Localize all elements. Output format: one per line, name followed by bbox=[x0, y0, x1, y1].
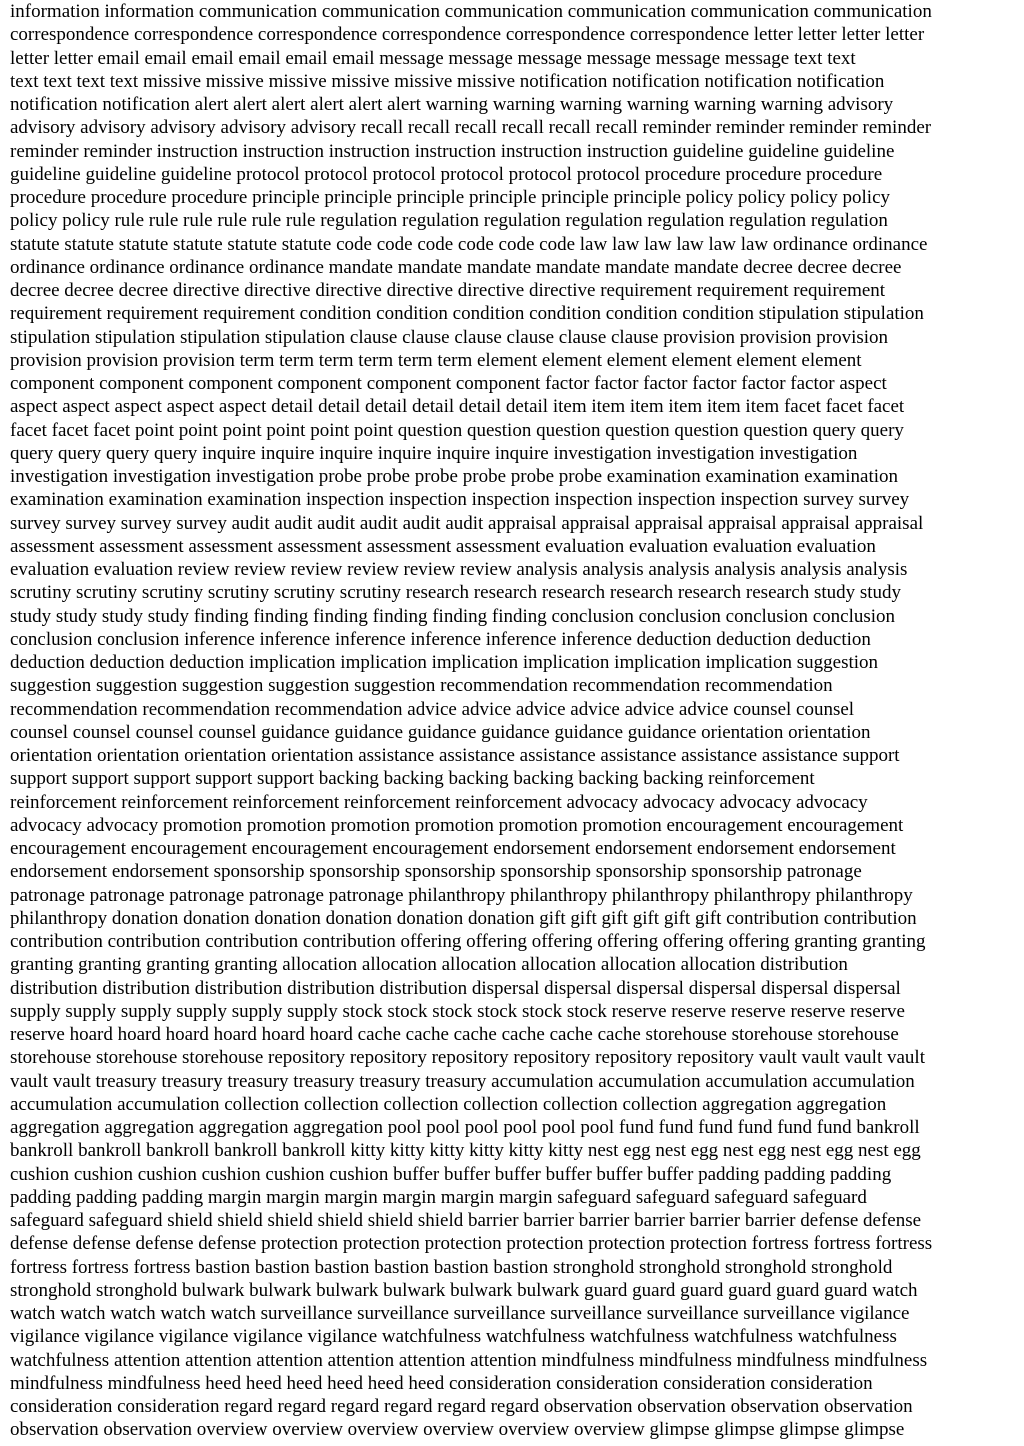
text-line: reminder reminder instruction instruction instruction instruction instruction instruction guideline guideline guideline bbox=[10, 140, 895, 162]
text-line: deduction deduction deduction implication implication implication implication implication implication suggestion bbox=[10, 652, 879, 673]
text-line: guideline guideline guideline protocol protocol protocol protocol protocol protocol procedure procedure procedure bbox=[10, 163, 883, 185]
text-line: query query query query inquire inquire inquire inquire inquire inquire investigation investigation investigation bbox=[10, 442, 858, 464]
text-line: stronghold stronghold bulwark bulwark bulwark bulwark bulwark bulwark guard guard guard guard guard guard watch bbox=[10, 1279, 918, 1301]
text-line: vigilance vigilance vigilance vigilance vigilance watchfulness watchfulness watchfulness watchfulness watchfulness bbox=[10, 1326, 897, 1348]
text-line: procedure procedure procedure principle principle principle principle principle principle policy policy policy policy bbox=[10, 187, 891, 208]
text-line: notification notification alert alert alert alert alert alert warning warning warning warning warning warning advisory bbox=[10, 94, 894, 115]
text-line: consideration consideration regard regard regard regard regard regard observation observation observation observation bbox=[10, 1396, 913, 1417]
text-line: ordinance ordinance ordinance ordinance mandate mandate mandate mandate mandate mandate decree decree decree bbox=[10, 256, 902, 278]
text-line: granting granting granting granting allocation allocation allocation allocation allocation allocation distribution bbox=[10, 954, 848, 976]
text-line: facet facet facet point point point point point point question question question question question question query query bbox=[10, 419, 904, 441]
text-line: text text text text missive missive missive missive missive missive notification notification notification notification bbox=[10, 70, 885, 92]
text-line: recommendation recommendation recommendation advice advice advice advice advice advice counsel counsel bbox=[10, 698, 855, 720]
text-line: aggregation aggregation aggregation aggregation pool pool pool pool pool pool fund fund fund fund fund fund bankroll bbox=[10, 1117, 920, 1138]
text-line: support support support support support backing backing backing backing backing backing reinforcement bbox=[10, 768, 815, 790]
text-line: statute statute statute statute statute statute code code code code code code law law law law law law ordinance ordinance bbox=[10, 233, 928, 255]
text-line: watch watch watch watch watch surveillance surveillance surveillance surveillance surveillance surveillance vigilance bbox=[10, 1303, 910, 1324]
document-page bbox=[10, 0, 1014, 1446]
text-line: distribution distribution distribution distribution distribution dispersal dispersal dispersal dispersal dispersal dispersal bbox=[10, 977, 901, 999]
text-line: orientation orientation orientation orientation assistance assistance assistance assistance assistance assistance support bbox=[10, 745, 900, 766]
text-line: study study study study finding finding finding finding finding finding conclusion conclusion conclusion conclusion bbox=[10, 605, 896, 627]
text-line: encouragement encouragement encouragement encouragement endorsement endorsement endorsement endorsement bbox=[10, 838, 896, 859]
text-line: storehouse storehouse storehouse repository repository repository repository repository repository vault vault vault vault bbox=[10, 1047, 925, 1069]
text-line: stipulation stipulation stipulation stipulation clause clause clause clause clause clause provision provision provision bbox=[10, 326, 889, 348]
text-line: reserve hoard hoard hoard hoard hoard hoard cache cache cache cache cache cache storehouse storehouse storehouse bbox=[10, 1024, 899, 1045]
text-line: letter letter email email email email email email message message message message message message text text bbox=[10, 47, 856, 69]
text-line: watchfulness attention attention attention attention attention attention mindfulness mindfulness mindfulness mindfulness bbox=[10, 1349, 928, 1371]
text-line: evaluation evaluation review review review review review review analysis analysis analysis analysis analysis analysis bbox=[10, 559, 908, 580]
text-line: policy policy rule rule rule rule rule rule regulation regulation regulation regulation regulation regulation regulation bbox=[10, 210, 888, 232]
text-line: safeguard safeguard shield shield shield shield shield shield barrier barrier barrier barrier barrier barrier defense defense bbox=[10, 1210, 922, 1231]
text-line: mindfulness mindfulness heed heed heed heed heed heed consideration consideration consideration consideration bbox=[10, 1372, 873, 1394]
text-line: assessment assessment assessment assessment assessment assessment evaluation evaluation evaluation evaluation bbox=[10, 535, 876, 557]
text-line: conclusion conclusion inference inference inference inference inference inference deduction deduction deduction bbox=[10, 628, 871, 650]
text-line: bankroll bankroll bankroll bankroll bankroll kitty kitty kitty kitty kitty kitty nest egg nest egg nest egg nest egg nest egg bbox=[10, 1140, 921, 1162]
text-line: fortress fortress fortress bastion bastion bastion bastion bastion bastion stronghold stronghold stronghold stronghold bbox=[10, 1256, 893, 1278]
text-line: advocacy advocacy promotion promotion promotion promotion promotion promotion encouragement encouragement bbox=[10, 814, 904, 836]
text-line: scrutiny scrutiny scrutiny scrutiny scrutiny scrutiny research research research research research research study study bbox=[10, 582, 902, 604]
text-line: information information communication communication communication communication communication communication bbox=[10, 1, 932, 22]
text-line: endorsement endorsement sponsorship sponsorship sponsorship sponsorship sponsorship sponsorship patronage bbox=[10, 861, 862, 883]
text-line: aspect aspect aspect aspect aspect detail detail detail detail detail detail item item item item item item facet facet facet bbox=[10, 396, 905, 418]
text-line: counsel counsel counsel counsel guidance guidance guidance guidance guidance guidance orientation orientation bbox=[10, 721, 871, 743]
text-line: padding padding padding margin margin margin margin margin margin safeguard safeguard safeguard safeguard bbox=[10, 1186, 867, 1208]
text-line: observation observation overview overview overview overview overview overview glimpse glimpse glimpse glimpse bbox=[10, 1419, 905, 1441]
text-line: component component component component component component factor factor factor factor factor factor aspect bbox=[10, 373, 887, 394]
text-line: reinforcement reinforcement reinforcement reinforcement reinforcement advocacy advocacy advocacy advocacy bbox=[10, 791, 868, 813]
text-line: correspondence correspondence correspondence correspondence correspondence correspondence letter letter letter letter bbox=[10, 24, 925, 46]
text-line: examination examination examination inspection inspection inspection inspection inspection inspection survey survey bbox=[10, 489, 910, 511]
text-line: accumulation accumulation collection collection collection collection collection collection aggregation aggregation bbox=[10, 1093, 887, 1115]
text-line: decree decree decree directive directive directive directive directive directive requirement requirement requirement bbox=[10, 280, 886, 301]
text-line: investigation investigation investigation probe probe probe probe probe probe examination examination examination bbox=[10, 466, 899, 487]
text-line: provision provision provision term term term term term term element element element element element element bbox=[10, 349, 862, 371]
text-line: suggestion suggestion suggestion suggestion suggestion recommendation recommendation recommendation bbox=[10, 675, 833, 697]
text-line: supply supply supply supply supply supply stock stock stock stock stock stock reserve reserve reserve reserve reserve bbox=[10, 1000, 905, 1022]
text-line: vault vault treasury treasury treasury treasury treasury treasury accumulation accumulation accumulation accumulation bbox=[10, 1070, 915, 1092]
text-line: defense defense defense defense protection protection protection protection protection protection fortress fortress fortress bbox=[10, 1233, 933, 1255]
text-line: patronage patronage patronage patronage patronage philanthropy philanthropy philanthropy philanthropy philanthropy bbox=[10, 884, 913, 906]
text-line: advisory advisory advisory advisory advisory recall recall recall recall recall recall reminder reminder reminder reminder bbox=[10, 117, 932, 139]
text-line: survey survey survey survey audit audit audit audit audit audit appraisal appraisal appraisal appraisal appraisal appraisal bbox=[10, 512, 924, 534]
text-line: requirement requirement requirement condition condition condition condition condition condition stipulation stipulation bbox=[10, 303, 924, 325]
text-line: cushion cushion cushion cushion cushion cushion buffer buffer buffer buffer buffer buffer padding padding padding bbox=[10, 1163, 892, 1185]
text-line: philanthropy donation donation donation donation donation donation gift gift gift gift gift gift contribution contribution bbox=[10, 907, 917, 929]
text-line: contribution contribution contribution contribution offering offering offering offering offering offering granting granting bbox=[10, 931, 926, 952]
